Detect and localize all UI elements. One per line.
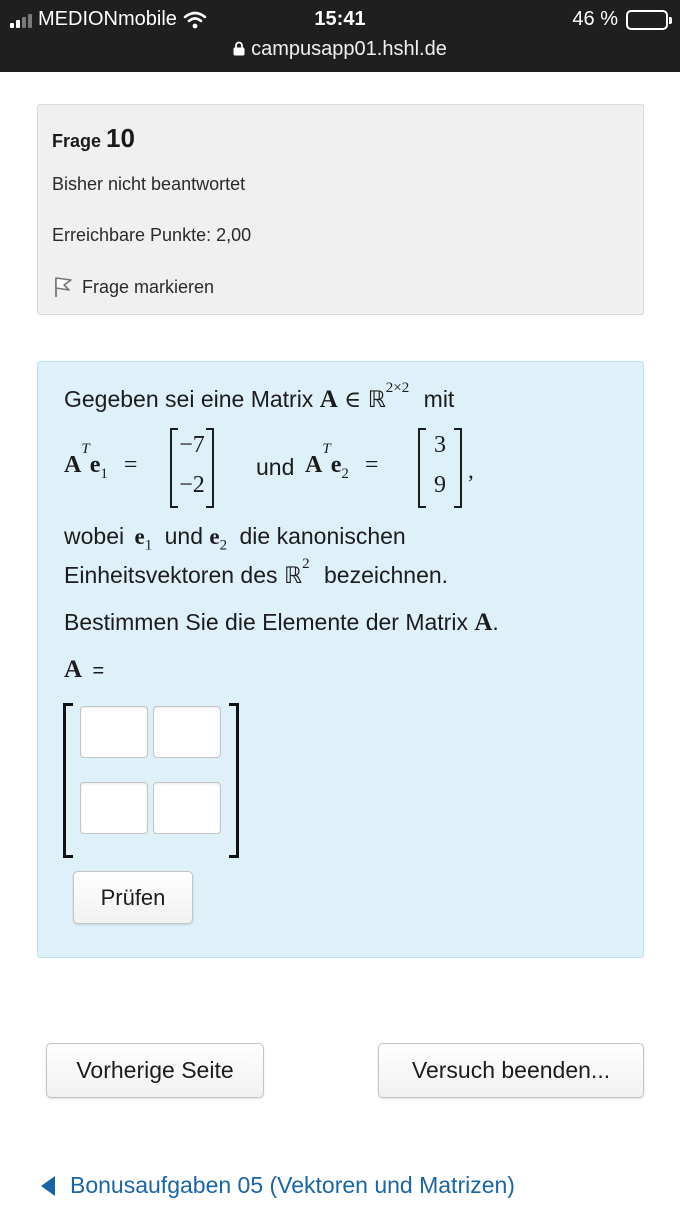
question-points: Erreichbare Punkte: 2,00 bbox=[52, 225, 252, 245]
matrix-symbol: A bbox=[319, 386, 338, 413]
vector-2-entry-1: 3 bbox=[434, 432, 446, 458]
comma: , bbox=[468, 458, 474, 483]
eq1-sub: 1 bbox=[100, 465, 108, 482]
matrix-bracket-right bbox=[229, 703, 239, 858]
vector-2 bbox=[418, 428, 462, 508]
clock: 15:41 bbox=[314, 8, 366, 30]
back-to-course-link[interactable] bbox=[40, 1172, 515, 1199]
question-label: Frage bbox=[52, 131, 102, 151]
einheitsvektoren-line bbox=[64, 556, 449, 589]
vector-1-entry-1: −7 bbox=[179, 432, 205, 458]
e2-bold: e bbox=[209, 524, 220, 549]
lock-icon bbox=[233, 41, 245, 56]
e1-sub: 1 bbox=[144, 537, 153, 554]
battery-percent: 46 % bbox=[572, 8, 618, 30]
matrix-cell-a12[interactable] bbox=[153, 706, 221, 758]
wobei-line bbox=[64, 523, 406, 555]
flag-label: Frage markieren bbox=[82, 276, 215, 297]
eq2-e: e bbox=[330, 452, 342, 478]
answer-equals: = bbox=[92, 660, 105, 682]
kanonischen-text: die kanonischen bbox=[239, 523, 406, 549]
status-bar bbox=[0, 0, 680, 72]
eq2-equals: = bbox=[364, 452, 379, 478]
question-content-box bbox=[37, 361, 644, 958]
answer-label bbox=[64, 656, 104, 684]
finish-attempt-button[interactable]: Versuch beenden... bbox=[378, 1043, 644, 1098]
back-link-text: Bonusaufgaben 05 (Vektoren und Matrizen) bbox=[70, 1172, 515, 1198]
matrix-cell-a21[interactable] bbox=[80, 782, 148, 834]
und-text: und bbox=[256, 454, 295, 480]
vector-2-entry-2: 9 bbox=[434, 472, 446, 498]
eq1-A: A bbox=[64, 452, 82, 478]
flag-question-link[interactable] bbox=[52, 275, 214, 299]
bezeichnen-text: bezeichnen. bbox=[324, 562, 449, 588]
element-of-symbol: ∈ bbox=[344, 387, 362, 412]
eq1-e: e bbox=[89, 452, 101, 478]
eq2-A: A bbox=[305, 452, 323, 478]
matrix-input bbox=[63, 703, 239, 858]
eq2-sub: 2 bbox=[341, 465, 349, 482]
mit-text: mit bbox=[423, 386, 455, 412]
task-A: A bbox=[474, 609, 493, 636]
question-state: Bisher nicht beantwortet bbox=[52, 174, 246, 194]
equation-2-lhs bbox=[305, 441, 379, 483]
triangle-left-icon bbox=[40, 1175, 56, 1197]
reals-symbol-2: ℝ bbox=[283, 563, 303, 589]
dims: 2×2 bbox=[385, 380, 410, 397]
carrier-name: MEDIONmobile bbox=[38, 8, 177, 30]
e1-bold: e bbox=[134, 524, 145, 549]
previous-page-button[interactable]: Vorherige Seite bbox=[46, 1043, 264, 1098]
power: 2 bbox=[302, 556, 310, 573]
task-period: . bbox=[492, 609, 499, 635]
reals-symbol: ℝ bbox=[367, 387, 386, 413]
matrix-bracket-left bbox=[63, 703, 73, 858]
intro-line bbox=[64, 380, 455, 414]
address-bar[interactable] bbox=[0, 38, 680, 61]
matrix-cell-a22[interactable] bbox=[153, 782, 221, 834]
task-line bbox=[64, 609, 499, 637]
question-info-box bbox=[37, 104, 644, 315]
und-text-2: und bbox=[164, 523, 203, 549]
intro-text: Gegeben sei eine Matrix bbox=[64, 386, 314, 412]
status-right bbox=[572, 8, 668, 31]
vector-1-entry-2: −2 bbox=[179, 472, 205, 498]
task-text: Bestimmen Sie die Elemente der Matrix bbox=[64, 609, 468, 635]
check-button[interactable]: Prüfen bbox=[73, 871, 193, 924]
battery-icon bbox=[626, 10, 668, 30]
wobei-text: wobei bbox=[64, 523, 125, 549]
e2-sub: 2 bbox=[219, 537, 228, 554]
eq1-equals: = bbox=[123, 452, 138, 478]
answer-A: A bbox=[64, 656, 83, 683]
equation-1-lhs bbox=[64, 441, 138, 483]
eq2-T: T bbox=[322, 441, 331, 457]
url-text: campusapp01.hshl.de bbox=[251, 38, 447, 60]
eq1-T: T bbox=[81, 441, 90, 457]
einheitsvektoren-text: Einheitsvektoren des bbox=[64, 562, 278, 588]
matrix-cell-a11[interactable] bbox=[80, 706, 148, 758]
flag-icon bbox=[52, 275, 74, 299]
question-title bbox=[52, 123, 135, 154]
question-number: 10 bbox=[106, 123, 135, 153]
vector-1 bbox=[170, 428, 214, 508]
